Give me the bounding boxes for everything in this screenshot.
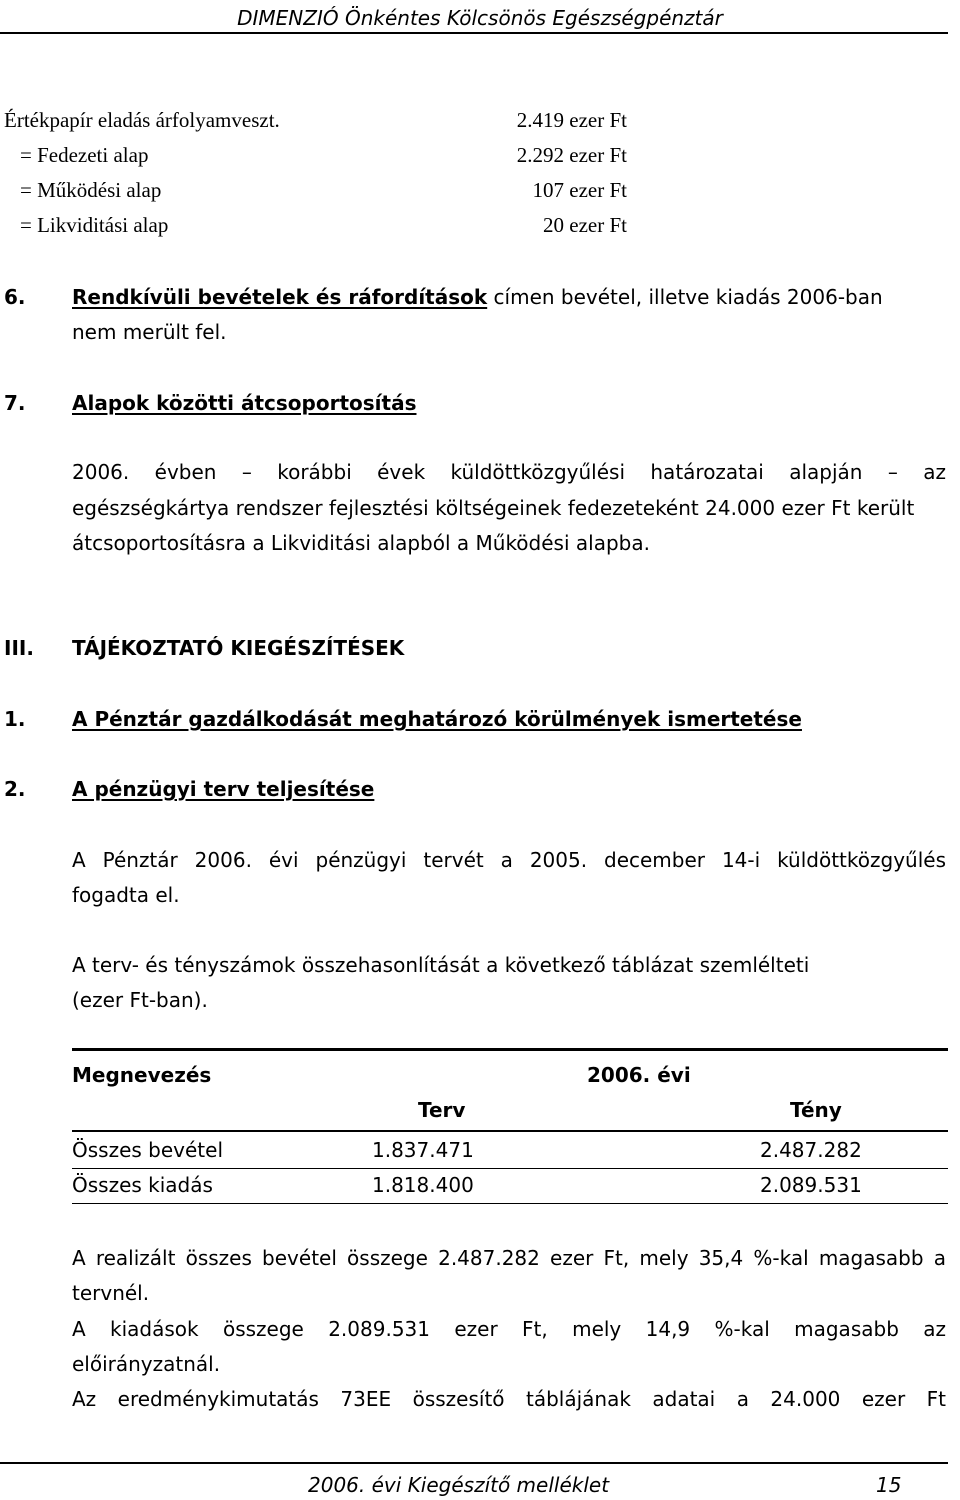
item7-title: Alapok közötti átcsoportosítás — [72, 391, 417, 415]
table-row-plan: 1.818.400 — [372, 1173, 474, 1197]
section3-title: TÁJÉKOZTATÓ KIEGÉSZÍTÉSEK — [72, 636, 405, 660]
item7-number: 7. — [4, 391, 26, 415]
table-row-name: Összes kiadás — [72, 1173, 213, 1197]
sub2-title: A pénzügyi terv teljesítése — [72, 777, 375, 801]
sub2-para1-line2: fogadta el. — [72, 883, 180, 907]
mukodesi-value: 107 ezer Ft — [532, 178, 627, 202]
closing-p2-line1: A kiadások összege 2.089.531 ezer Ft, mely 14,9 %-kal magasabb az — [72, 1317, 946, 1341]
likviditasi-value: 20 ezer Ft — [543, 213, 627, 237]
section3-number: III. — [4, 636, 34, 660]
sub2-para2-line2: (ezer Ft-ban). — [72, 988, 208, 1012]
col-name-header: Megnevezés — [72, 1063, 212, 1087]
closing-p1-line1: A realizált összes bevétel összege 2.487.282 ezer Ft, mely 35,4 %-kal magasabb a — [72, 1246, 946, 1270]
col-plan-header: Terv — [418, 1098, 466, 1122]
sub2-para2-line1: A terv- és tényszámok összehasonlítását a következő táblázat szemlélteti — [72, 953, 810, 977]
closing-p3-line1: Az eredménykimutatás 73EE összesítő táblájának adatai a 24.000 ezer Ft — [72, 1387, 946, 1411]
table-row-actual: 2.089.531 — [760, 1173, 862, 1197]
loss-value: 2.419 ezer Ft — [516, 108, 627, 132]
table-header-rule — [72, 1130, 948, 1132]
item7-para-line2: egészségkártya rendszer fejlesztési költségeinek fedezeteként 24.000 ezer Ft került — [72, 496, 915, 520]
table-row-actual: 2.487.282 — [760, 1138, 862, 1162]
item7-para-line3: átcsoportosításra a Likviditási alapból a Működési alapba. — [72, 531, 650, 555]
closing-p1-line2: tervnél. — [72, 1281, 150, 1305]
item6-line2: nem merült fel. — [72, 320, 227, 344]
header-rule — [0, 32, 948, 34]
loss-label: Értékpapír eladás árfolyamveszt. — [4, 108, 280, 132]
footer-rule — [0, 1462, 948, 1464]
fedezeti-value: 2.292 ezer Ft — [516, 143, 627, 167]
sub2-number: 2. — [4, 777, 26, 801]
closing-p2-line2: előirányzatnál. — [72, 1352, 221, 1376]
item6-line1 — [72, 285, 883, 309]
fedezeti-label: = Fedezeti alap — [20, 143, 149, 167]
table-row-rule — [72, 1168, 948, 1169]
table-top-rule — [72, 1048, 948, 1051]
sub2-para1-line1: A Pénztár 2006. évi pénzügyi tervét a 2005. december 14-i küldöttközgyűlés — [72, 848, 946, 872]
item6-number: 6. — [4, 285, 26, 309]
footer-title: 2006. évi Kiegészítő melléklet — [308, 1473, 610, 1497]
table-bottom-rule — [72, 1203, 948, 1204]
sub1-number: 1. — [4, 707, 26, 731]
col-actual-header: Tény — [790, 1098, 842, 1122]
table-row-plan: 1.837.471 — [372, 1138, 474, 1162]
item6-title: Rendkívüli bevételek és ráfordítások — [72, 285, 488, 309]
page-number: 15 — [876, 1473, 902, 1497]
year-header: 2006. évi — [587, 1063, 691, 1087]
likviditasi-label: = Likviditási alap — [20, 213, 169, 237]
sub1-title: A Pénztár gazdálkodását meghatározó körülmények ismertetése — [72, 707, 802, 731]
item7-para-line1: 2006. évben – korábbi évek küldöttközgyűlési határozatai alapján – az — [72, 460, 946, 484]
running-header: DIMENZIÓ Önkéntes Kölcsönös Egészségpénztár — [237, 6, 723, 30]
item6-rest: címen bevétel, illetve kiadás 2006-ban — [493, 285, 883, 309]
table-row-name: Összes bevétel — [72, 1138, 224, 1162]
mukodesi-label: = Működési alap — [20, 178, 162, 202]
